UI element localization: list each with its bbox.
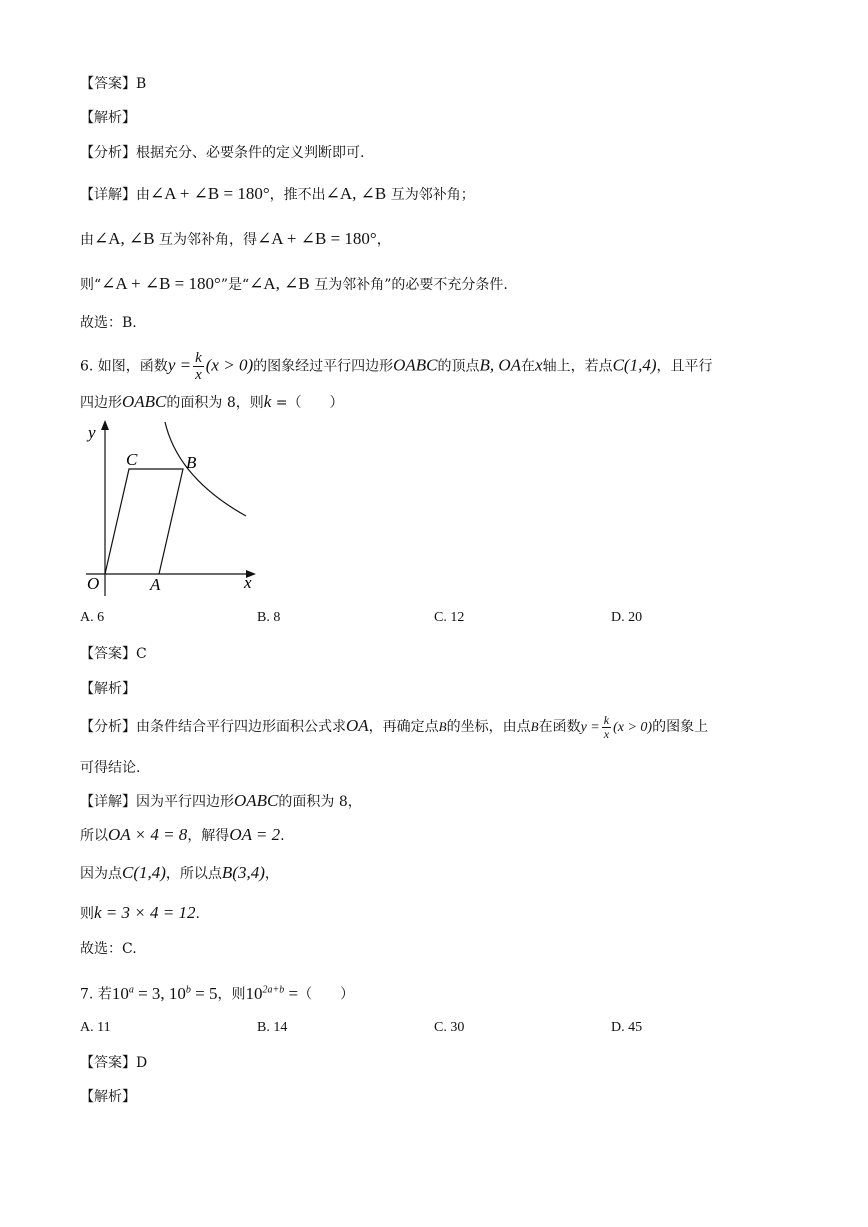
parallelogram-figure (78, 418, 268, 600)
text: =（ ） (271, 395, 344, 411)
option-A: A. 6 (80, 610, 105, 625)
fenxi-label: 【分析】 (80, 145, 136, 161)
text: ， (264, 866, 279, 882)
math: ∠A, ∠B (94, 229, 155, 248)
math: OA × 4 = 8 (108, 825, 188, 844)
option-C: C. 12 (434, 610, 465, 625)
text: 在函数 (538, 719, 581, 735)
text: 的图象经过平行四边形 (253, 358, 394, 375)
answer-7: 【答案】D (80, 1055, 148, 1071)
option-B: B. 14 (257, 1020, 288, 1035)
option-D: D. 45 (611, 1020, 643, 1035)
question-7 (80, 978, 354, 1007)
math: (x > 0) (613, 720, 653, 735)
jiexi-6: 【解析】 (80, 681, 136, 697)
choose-5: 故选：B. (80, 315, 137, 331)
text: 由 (80, 232, 94, 248)
text: 由条件结合平行四边形面积公式求 (136, 719, 346, 735)
y-axis-label: y (88, 423, 96, 442)
text: 由 (136, 187, 150, 203)
fraction-k-over-x (193, 350, 204, 383)
option-D: D. 20 (611, 610, 643, 625)
question-6-line1 (80, 350, 713, 383)
math: OA = 2 (229, 825, 281, 844)
text: 则 (80, 906, 94, 922)
text: 的面积为 8， (278, 794, 362, 810)
text: ，且平行 (656, 358, 713, 375)
text: 7. 若 (80, 986, 112, 1003)
text: 的面积为 8，则 (166, 395, 264, 411)
text: 因为点 (80, 866, 122, 882)
y-axis-arrow (101, 420, 109, 430)
text: 所以 (80, 828, 108, 844)
math: ∠A, ∠B (249, 274, 310, 293)
text: 在 (521, 358, 536, 375)
math: B (530, 719, 539, 734)
text: ，所以点 (165, 866, 222, 882)
text: . (280, 828, 285, 844)
point-O-label: O (87, 574, 100, 593)
text: ”是“ (220, 277, 250, 293)
option-B: B. 8 (257, 610, 281, 625)
math: ∠A + ∠B = 180° (257, 229, 377, 248)
choose-6: 故选：C. (80, 941, 137, 957)
math: ∠A + ∠B = 180° (101, 274, 221, 293)
fenxi-6-line2: 可得结论. (80, 760, 141, 776)
math-mid: = 3, 10 (133, 983, 186, 1003)
text: （ ） (298, 986, 355, 1003)
text: 则“ (80, 277, 102, 293)
point-A-label: A (150, 575, 161, 594)
math: OA (346, 716, 369, 735)
xiangjie-label: 【详解】 (80, 794, 136, 810)
math: k (263, 392, 272, 411)
denominator: x (195, 367, 202, 383)
xiangjie-5-line3 (80, 274, 508, 295)
parallelogram-OABC (105, 469, 183, 574)
math: OABC (122, 392, 167, 411)
base: 10 (111, 983, 129, 1003)
math: C(1,4) (122, 863, 166, 882)
text: ，解得 (187, 828, 230, 844)
xiangjie-6-line3 (80, 863, 279, 884)
denominator: x (603, 726, 610, 741)
math: OABC (393, 355, 438, 375)
math: k = 3 × 4 = 12 (94, 903, 196, 922)
math: ∠A + ∠B = 180° (150, 184, 270, 203)
text: 轴上，若点 (542, 358, 613, 375)
answer-5: 【答案】B (80, 76, 147, 92)
option-A: A. 11 (80, 1020, 111, 1035)
question-6-line2 (80, 392, 343, 413)
fenxi-6-line1 (80, 712, 708, 742)
xiangjie-5-line2 (80, 229, 391, 250)
math (246, 984, 299, 1003)
math: y = (167, 355, 192, 375)
math: x (535, 355, 543, 375)
text: ，推不出 (269, 187, 326, 203)
text: 的坐标，由点 (446, 719, 531, 735)
option-C: C. 30 (434, 1020, 465, 1035)
math: y = (580, 720, 600, 735)
xiangjie-label: 【详解】 (80, 187, 136, 203)
jiexi-7: 【解析】 (80, 1089, 136, 1105)
point-C-label: C (126, 450, 138, 469)
text: 的顶点 (437, 358, 480, 375)
math: B (438, 719, 447, 734)
text: 因为平行四边形 (136, 794, 234, 810)
point-B-label: B (186, 453, 197, 472)
math: OABC (234, 791, 279, 810)
math-end: = 5 (190, 983, 218, 1003)
exponent: b (185, 984, 191, 995)
text: 的图象上 (652, 719, 709, 735)
exponent: a (128, 984, 134, 995)
math: C(1,4) (612, 355, 657, 375)
xiangjie-6-line4 (80, 903, 200, 924)
numerator: k (603, 712, 610, 727)
fenxi-text: 根据充分、必要条件的定义判断即可. (136, 145, 365, 161)
fenxi-5 (80, 143, 364, 163)
text: ，则 (217, 986, 246, 1003)
exponent: 2a+b (262, 984, 285, 995)
numerator: k (195, 350, 202, 366)
math: B(3,4) (221, 863, 265, 882)
base: 10 (245, 983, 263, 1003)
text: 互为邻补角，得 (154, 232, 258, 248)
text: ， (376, 232, 391, 248)
math (112, 984, 218, 1003)
text: 四边形 (80, 395, 122, 411)
math-eq: = (284, 983, 299, 1003)
text: 互为邻补角”的必要不充分条件. (309, 277, 508, 293)
fraction-k-over-x (602, 714, 611, 741)
text: ，再确定点 (368, 719, 439, 735)
math: ∠A, ∠B (325, 184, 387, 203)
xiangjie-6-line2 (80, 825, 285, 846)
answer-6: 【答案】C (80, 646, 147, 662)
math: B, OA (479, 355, 522, 375)
x-axis-label: x (244, 573, 252, 592)
jiexi-5: 【解析】 (80, 110, 136, 126)
text: 互为邻补角； (386, 187, 475, 203)
math: (x > 0) (205, 355, 254, 375)
xiangjie-6-line1 (80, 791, 362, 812)
fenxi-label: 【分析】 (80, 719, 136, 735)
q-number: 6. 如图，函数 (80, 358, 168, 375)
xiangjie-5-line1 (80, 184, 475, 205)
text: . (195, 906, 200, 922)
